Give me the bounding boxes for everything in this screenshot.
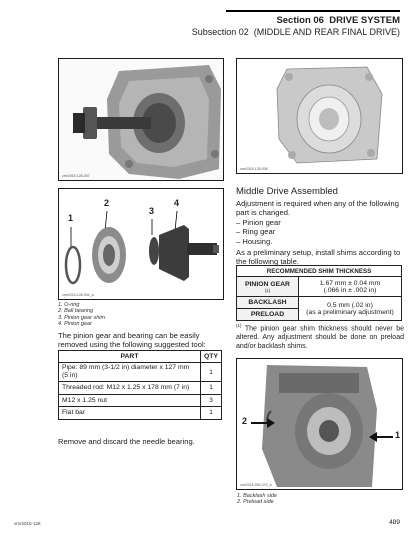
parts-list [236,218,281,246]
preload-label: PRELOAD [237,309,299,321]
discard-text: Remove and discard the needle bearing. [58,437,195,446]
col-qty: QTY [201,351,222,363]
table-row: Pipe: 89 mm (3-1/2 in) diameter x 127 mm (5 in) 1 [59,363,222,382]
caption-item: 2. Ball bearing [58,308,94,315]
tool-table-header [59,351,222,363]
table-row: Flat bar 1 [59,407,222,420]
section-title: Section 06 DRIVE SYSTEM [276,15,400,26]
callout-4: 4 [174,198,180,208]
shim-table-title: RECOMMENDED SHIM THICKNESS [237,266,402,277]
backlash-preload-value: 0.5 mm (.02 in) [327,301,373,309]
table-row [237,277,402,297]
pinion-parts-illustration [59,189,224,300]
figure-pinion-parts [58,188,224,300]
preliminary-text: As a preliminary setup, install shims according to the following table. [236,248,401,267]
caption-item: 2. Preload side [237,499,274,506]
pinion-value: 1.67 mm ± 0.04 mm [319,279,381,287]
callout-2: 2 [104,198,110,208]
shim-table [236,265,402,321]
caption-item: 1. Backlash side [237,493,278,499]
list-item: – Pinion gear [236,218,281,227]
pinion-removal-illustration [59,59,224,181]
figure-pinion-removal [58,58,224,181]
page-number: 489 [389,519,400,526]
assembled-drive-illustration [237,359,403,490]
shim-table-header [237,266,402,277]
table-row: Threaded rod: M12 x 1.25 x 178 mm (7 in) 1 [59,382,222,395]
caption-item: 3. Pinion gear shim [58,314,106,321]
list-item: – Housing. [236,237,281,246]
pinion-note: (1) [264,287,271,293]
figure-housing [236,58,403,174]
pinion-label: PINION GEAR [245,280,290,288]
shim-note [236,322,404,351]
list-item: – Ring gear [236,227,281,236]
section-heading: Middle Drive Assembled [236,186,338,197]
figure-ref: vmr2015-128-008 [240,167,268,171]
caption-item: 1. O-ring [58,302,80,308]
footer-doc-code: vmr2015-128 [14,521,41,526]
callout-3: 3 [149,206,155,216]
figure-caption-sides [237,493,277,506]
col-part: PART [59,351,201,363]
figure-ref: vmr2015-128-007 [62,174,90,178]
housing-illustration [237,59,403,174]
figure-assembled-drive [236,358,403,490]
callout-2: 2 [242,416,248,426]
figure-ref: vmr2015-992-074_a [240,483,272,487]
header-rule [226,10,400,12]
caption-item: 4. Pinion gear [58,320,92,327]
note-text: The pinion gear shim thickness should never be altered. Any adjustment should be done on preload and/or backlash shims. [236,325,404,350]
tool-intro-text: The pinion gear and bearing can be easily removed using the following suggested tool: [58,331,206,350]
callout-1: 1 [68,213,74,223]
table-row: M12 x 1.25 nut 3 [59,394,222,407]
note-marker: (1) [236,323,242,328]
backlash-label: BACKLASH [237,297,299,309]
pinion-value-imperial: (.066 in ± .002 in) [323,286,377,294]
table-row [237,297,402,309]
figure-ref: vmr2015-128-004_a [62,293,94,297]
adjustment-text: Adjustment is required when any of the following part is changed. [236,199,399,218]
figure-caption-parts [58,302,105,327]
subsection-title: Subsection 02 (MIDDLE AND REAR FINAL DRIVE) [191,27,400,37]
backlash-preload-note: (as a preliminary adjustment) [306,308,394,316]
tool-table [58,350,222,420]
callout-1: 1 [395,430,401,440]
